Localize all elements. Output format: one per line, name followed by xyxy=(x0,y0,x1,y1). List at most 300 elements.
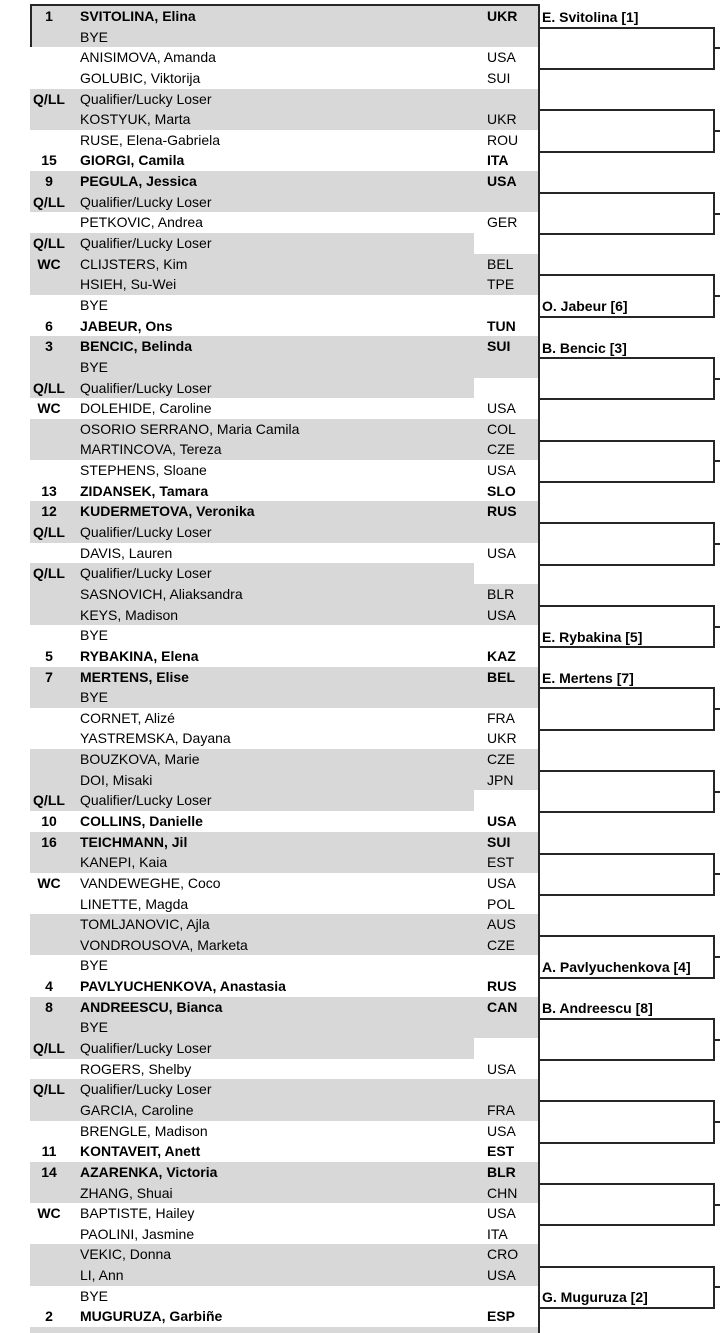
bracket-advance-stub xyxy=(715,1121,720,1123)
entry-tag xyxy=(30,728,68,749)
draw-row xyxy=(30,728,538,749)
draw-row xyxy=(30,109,538,130)
player-name: RYBAKINA, Elena xyxy=(80,647,199,664)
advancing-player-label: B. Andreescu [8] xyxy=(542,1000,653,1017)
country-code: ESP xyxy=(487,1308,516,1325)
draw-row xyxy=(30,316,538,337)
country-code xyxy=(474,1327,538,1333)
player-name: KONTAVEIT, Anett xyxy=(80,1143,201,1160)
bracket-advance-stub xyxy=(715,295,720,297)
draw-row xyxy=(30,563,538,584)
entry-tag: 4 xyxy=(45,978,53,995)
draw-row xyxy=(30,1017,538,1038)
player-name: BOUZKOVA, Marie xyxy=(80,751,200,768)
bracket-match-winner-line xyxy=(538,109,713,111)
entry-tag: WC xyxy=(37,1205,61,1222)
draw-row xyxy=(30,625,538,646)
bracket-match-winner-line xyxy=(538,729,713,731)
entry-tag: 14 xyxy=(41,1163,57,1180)
country-code xyxy=(474,522,538,543)
draw-row xyxy=(30,832,538,853)
draw-row xyxy=(30,1183,538,1204)
entry-tag: 15 xyxy=(41,152,57,169)
country-code: USA xyxy=(487,462,516,479)
entry-tag xyxy=(30,625,68,646)
country-code: USA xyxy=(487,812,517,829)
player-name: ANDREESCU, Bianca xyxy=(80,998,223,1015)
player-name: CORNET, Alizé xyxy=(80,709,175,726)
draw-row xyxy=(30,811,538,832)
entry-tag: 12 xyxy=(41,503,57,520)
bracket-match-winner-line xyxy=(538,357,713,359)
draw-row xyxy=(30,1100,538,1121)
bracket-advance-stub xyxy=(715,1204,720,1206)
entry-tag: Q/LL xyxy=(33,792,65,809)
country-code xyxy=(474,378,538,399)
country-code: BLR xyxy=(487,585,515,602)
draw-row xyxy=(30,1265,538,1286)
country-code xyxy=(474,955,538,976)
country-code: UKR xyxy=(487,8,518,24)
country-code: GER xyxy=(487,214,518,231)
entry-tag: Q/LL xyxy=(33,1081,65,1098)
player-name: DOLEHIDE, Caroline xyxy=(80,400,212,417)
bracket-advance-stub xyxy=(715,873,720,875)
draw-row xyxy=(30,357,538,378)
player-name: PAOLINI, Jasmine xyxy=(80,1225,195,1242)
bracket-match-winner-line xyxy=(538,935,713,937)
bracket-match-winner-line xyxy=(538,770,713,772)
draw-row xyxy=(30,1244,538,1265)
draw-row xyxy=(30,646,538,667)
player-name: PETKOVIC, Andrea xyxy=(80,214,203,231)
country-code xyxy=(474,357,538,378)
player-name: VEKIC, Donna xyxy=(80,1246,172,1263)
country-code: USA xyxy=(487,544,516,561)
draw-row xyxy=(30,997,538,1018)
country-code: RUS xyxy=(487,978,517,995)
bracket-advance-stub xyxy=(715,791,720,793)
country-code: SLO xyxy=(487,482,516,499)
player-name: BRENGLE, Madison xyxy=(80,1122,208,1139)
draw-row xyxy=(30,233,538,254)
player-name: ANISIMOVA, Amanda xyxy=(80,49,216,66)
draw-row xyxy=(30,1306,538,1327)
country-code: COL xyxy=(487,420,516,437)
entry-tag xyxy=(30,770,68,791)
entry-tag xyxy=(30,1059,68,1080)
bracket-match-winner-line xyxy=(538,68,713,70)
player-name: OSORIO SERRANO, Maria Camila xyxy=(80,420,300,437)
entry-tag xyxy=(30,749,68,770)
entry-tag xyxy=(30,357,68,378)
entry-tag xyxy=(30,914,68,935)
country-code: POL xyxy=(487,895,516,912)
draw-row xyxy=(30,481,538,502)
player-name: CLIJSTERS, Kim xyxy=(80,255,188,272)
entry-tag: 8 xyxy=(45,998,53,1015)
draw-row xyxy=(30,955,538,976)
entry-tag xyxy=(30,1327,68,1333)
country-code: CAN xyxy=(487,998,518,1015)
table-right-border xyxy=(538,4,540,1333)
entry-tag xyxy=(30,955,68,976)
country-code xyxy=(474,1017,538,1038)
draw-row xyxy=(30,419,538,440)
draw-row xyxy=(30,790,538,811)
draw-row xyxy=(30,873,538,894)
country-code: BEL xyxy=(487,668,515,685)
bracket-advance-stub xyxy=(715,47,720,49)
advancing-player-label: G. Muguruza [2] xyxy=(542,1289,648,1306)
player-name: DOI, Misaki xyxy=(80,771,153,788)
player-name: Qualifier/Lucky Loser xyxy=(80,235,212,252)
bracket-match-winner-line xyxy=(538,894,713,896)
country-code: USA xyxy=(487,173,517,190)
country-code: BLR xyxy=(487,1163,516,1180)
entry-tag xyxy=(30,419,68,440)
entry-tag xyxy=(30,1100,68,1121)
player-name: BYE xyxy=(80,28,109,45)
entry-tag: Q/LL xyxy=(33,524,65,541)
entry-tag: 10 xyxy=(41,812,57,829)
country-code: TUN xyxy=(487,317,516,334)
draw-row xyxy=(30,27,538,48)
entry-tag xyxy=(30,68,68,89)
advancing-player-label: E. Mertens [7] xyxy=(542,669,634,686)
advancing-player-label: E. Rybakina [5] xyxy=(542,628,643,645)
bracket-match-winner-line xyxy=(538,151,713,153)
draw-row xyxy=(30,192,538,213)
bracket-match-winner-line xyxy=(538,564,713,566)
player-name: PEGULA, Jessica xyxy=(80,173,197,190)
country-code: ITA xyxy=(487,152,509,169)
draw-row xyxy=(30,398,538,419)
country-code xyxy=(474,1286,538,1307)
player-name: VONDROUSOVA, Marketa xyxy=(80,936,248,953)
bracket-match-winner-line xyxy=(538,811,713,813)
draw-row xyxy=(30,687,538,708)
draw-row xyxy=(30,770,538,791)
entry-tag xyxy=(30,439,68,460)
player-name: MERTENS, Elise xyxy=(80,668,189,685)
country-code: USA xyxy=(487,1205,516,1222)
bracket-match-winner-line xyxy=(538,398,713,400)
bracket-match-winner-line xyxy=(538,1183,713,1185)
bracket-advance-stub xyxy=(715,626,720,628)
entry-tag: Q/LL xyxy=(33,379,65,396)
player-name: Qualifier/Lucky Loser xyxy=(80,1081,212,1098)
player-name: GIORGI, Camila xyxy=(80,152,185,169)
country-code xyxy=(474,295,538,316)
draw-row xyxy=(30,295,538,316)
country-code: USA xyxy=(487,400,516,417)
player-name: KEYS, Madison xyxy=(80,606,179,623)
draw-row xyxy=(30,1162,538,1183)
player-name: MUGURUZA, Garbiñe xyxy=(80,1308,223,1325)
entry-tag: Q/LL xyxy=(33,193,65,210)
player-name: Qualifier/Lucky Loser xyxy=(80,792,212,809)
country-code: EST xyxy=(487,854,515,871)
draw-row xyxy=(30,1079,538,1100)
country-code xyxy=(474,1038,538,1059)
entry-tag xyxy=(30,584,68,605)
bracket-advance-stub xyxy=(715,1039,720,1041)
entry-tag xyxy=(30,543,68,564)
table-left-border xyxy=(30,4,32,47)
player-name: RUSE, Elena-Gabriela xyxy=(80,131,221,148)
table-top-border xyxy=(30,4,540,6)
country-code: UKR xyxy=(487,730,517,747)
draw-row xyxy=(30,212,538,233)
bracket-match-winner-line xyxy=(538,977,713,979)
country-code: CRO xyxy=(487,1246,519,1263)
bracket-match-winner-line xyxy=(538,27,713,29)
advancing-player-label: A. Pavlyuchenkova [4] xyxy=(542,959,691,976)
draw-row xyxy=(30,667,538,688)
country-code: CHN xyxy=(487,1184,518,1201)
draw-row xyxy=(30,47,538,68)
entry-tag xyxy=(30,130,68,151)
draw-row xyxy=(30,336,538,357)
player-name: ZHANG, Shuai xyxy=(80,1184,173,1201)
draw-row xyxy=(30,708,538,729)
player-name: KOSTYUK, Marta xyxy=(80,111,191,128)
draw-row xyxy=(30,605,538,626)
country-code: CZE xyxy=(487,936,515,953)
country-code: CZE xyxy=(487,751,515,768)
country-code: USA xyxy=(487,1267,516,1284)
bracket-match-winner-line xyxy=(538,853,713,855)
bracket-match-winner-line xyxy=(538,233,713,235)
country-code: FRA xyxy=(487,1101,515,1118)
draw-row xyxy=(30,935,538,956)
player-name: BAPTISTE, Hailey xyxy=(80,1205,195,1222)
country-code: SUI xyxy=(487,833,511,850)
player-name: BYE xyxy=(80,296,109,313)
draw-row xyxy=(30,378,538,399)
entry-tag: WC xyxy=(37,400,61,417)
country-code xyxy=(474,625,538,646)
draw-row xyxy=(30,1327,538,1333)
player-name: KANEPI, Kaia xyxy=(80,854,168,871)
player-name: BYE xyxy=(80,1019,109,1036)
player-name: Qualifier/Lucky Loser xyxy=(80,90,212,107)
entry-tag: Q/LL xyxy=(33,235,65,252)
entry-tag: 7 xyxy=(45,668,53,685)
country-code xyxy=(474,192,538,213)
draw-row xyxy=(30,1203,538,1224)
player-name: LI, Ann xyxy=(80,1267,124,1284)
entry-tag xyxy=(30,605,68,626)
entry-tag xyxy=(30,1224,68,1245)
entry-tag: Q/LL xyxy=(33,1040,65,1057)
bracket-match-winner-line xyxy=(538,646,713,648)
entry-tag xyxy=(30,109,68,130)
player-name: BYE xyxy=(80,627,109,644)
player-name: HSIEH, Su-Wei xyxy=(80,276,177,293)
country-code xyxy=(474,89,538,110)
country-code: USA xyxy=(487,606,516,623)
country-code: JPN xyxy=(487,771,514,788)
bracket-match-winner-line xyxy=(538,1266,713,1268)
country-code: AUS xyxy=(487,916,516,933)
bracket-advance-stub xyxy=(715,460,720,462)
entry-tag: 3 xyxy=(45,338,53,355)
player-name xyxy=(68,1327,474,1333)
entry-tag xyxy=(30,687,68,708)
player-name: TOMLJANOVIC, Ajla xyxy=(80,916,210,933)
entry-tag xyxy=(30,1183,68,1204)
draw-row xyxy=(30,460,538,481)
player-name: BYE xyxy=(80,1287,109,1304)
draw-row xyxy=(30,1038,538,1059)
country-code xyxy=(474,687,538,708)
entry-tag xyxy=(30,47,68,68)
entry-tag: 13 xyxy=(41,482,57,499)
bracket-match-winner-line xyxy=(538,1142,713,1144)
entry-tag xyxy=(30,274,68,295)
draw-row xyxy=(30,976,538,997)
draw-row xyxy=(30,584,538,605)
entry-tag: 2 xyxy=(45,1308,53,1325)
player-name: Qualifier/Lucky Loser xyxy=(80,193,212,210)
draw-row xyxy=(30,150,538,171)
draw-row xyxy=(30,171,538,192)
draw-row xyxy=(30,89,538,110)
country-code: RUS xyxy=(487,503,517,520)
player-name: VANDEWEGHE, Coco xyxy=(80,874,221,891)
draw-row xyxy=(30,894,538,915)
entry-tag: 6 xyxy=(45,317,53,334)
entry-tag xyxy=(30,1286,68,1307)
bracket-match-winner-line xyxy=(538,1224,713,1226)
country-code: CZE xyxy=(487,441,515,458)
entry-tag: 11 xyxy=(41,1143,57,1160)
draw-row xyxy=(30,68,538,89)
bracket-match-winner-line xyxy=(538,1307,713,1309)
draw-row xyxy=(30,6,538,27)
player-name: BENCIC, Belinda xyxy=(80,338,193,355)
country-code: UKR xyxy=(487,111,517,128)
player-name: TEICHMANN, Jil xyxy=(80,833,188,850)
bracket-advance-stub xyxy=(715,378,720,380)
country-code: TPE xyxy=(487,276,515,293)
country-code xyxy=(474,790,538,811)
country-code: USA xyxy=(487,49,516,66)
entry-tag xyxy=(30,1017,68,1038)
player-name: Qualifier/Lucky Loser xyxy=(80,524,212,541)
draw-table xyxy=(30,6,538,1333)
entry-tag xyxy=(30,212,68,233)
bracket-advance-stub xyxy=(715,130,720,132)
country-code: SUI xyxy=(487,338,511,355)
draw-row xyxy=(30,522,538,543)
draw-row xyxy=(30,130,538,151)
player-name: ZIDANSEK, Tamara xyxy=(80,482,209,499)
entry-tag xyxy=(30,460,68,481)
draw-row xyxy=(30,1059,538,1080)
country-code: FRA xyxy=(487,709,515,726)
player-name: GOLUBIC, Viktorija xyxy=(80,69,201,86)
draw-row xyxy=(30,1141,538,1162)
player-name: AZARENKA, Victoria xyxy=(80,1163,218,1180)
draw-row xyxy=(30,501,538,522)
draw-row xyxy=(30,749,538,770)
draw-row xyxy=(30,274,538,295)
country-code: EST xyxy=(487,1143,515,1160)
player-name: MARTINCOVA, Tereza xyxy=(80,441,222,458)
draw-row xyxy=(30,1121,538,1142)
entry-tag xyxy=(30,1244,68,1265)
draw-row xyxy=(30,852,538,873)
draw-row xyxy=(30,254,538,275)
player-name: YASTREMSKA, Dayana xyxy=(80,730,231,747)
country-code: BEL xyxy=(487,255,514,272)
country-code xyxy=(474,233,538,254)
bracket-match-winner-line xyxy=(538,605,713,607)
country-code: USA xyxy=(487,1122,516,1139)
player-name: DAVIS, Lauren xyxy=(80,544,173,561)
bracket-match-winner-line xyxy=(538,192,713,194)
entry-tag xyxy=(30,935,68,956)
bracket-match-winner-line xyxy=(538,1018,713,1020)
advancing-player-label: O. Jabeur [6] xyxy=(542,298,628,315)
player-name: Qualifier/Lucky Loser xyxy=(80,565,212,582)
draw-row xyxy=(30,439,538,460)
bracket-match-winner-line xyxy=(538,481,713,483)
entry-tag xyxy=(30,27,68,48)
player-name: ROGERS, Shelby xyxy=(80,1060,192,1077)
bracket-match-winner-line xyxy=(538,1059,713,1061)
player-name: LINETTE, Magda xyxy=(80,895,189,912)
bracket-advance-stub xyxy=(715,708,720,710)
bracket-advance-stub xyxy=(715,213,720,215)
country-code xyxy=(474,563,538,584)
entry-tag: 9 xyxy=(45,173,53,190)
player-name: BYE xyxy=(80,957,109,974)
entry-tag: WC xyxy=(37,874,61,891)
entry-tag xyxy=(30,894,68,915)
draw-row xyxy=(30,1286,538,1307)
draw-row xyxy=(30,543,538,564)
player-name: Qualifier/Lucky Loser xyxy=(80,379,212,396)
player-name: GARCIA, Caroline xyxy=(80,1101,194,1118)
entry-tag xyxy=(30,708,68,729)
entry-tag: 1 xyxy=(45,8,53,24)
player-name: PAVLYUCHENKOVA, Anastasia xyxy=(80,978,286,995)
entry-tag xyxy=(30,1265,68,1286)
bracket-match-winner-line xyxy=(538,440,713,442)
advancing-player-label: B. Bencic [3] xyxy=(542,339,627,356)
draw-row xyxy=(30,1224,538,1245)
player-name: SASNOVICH, Aliaksandra xyxy=(80,585,243,602)
entry-tag: Q/LL xyxy=(33,565,65,582)
bracket-advance-stub xyxy=(715,543,720,545)
bracket-match-winner-line xyxy=(538,316,713,318)
bracket-match-winner-line xyxy=(538,1100,713,1102)
entry-tag: Q/LL xyxy=(33,90,65,107)
country-code xyxy=(474,1079,538,1100)
advancing-player-label: E. Svitolina [1] xyxy=(542,9,639,26)
player-name: Qualifier/Lucky Loser xyxy=(80,1040,212,1057)
country-code: ROU xyxy=(487,131,519,148)
player-name: JABEUR, Ons xyxy=(80,317,173,334)
country-code xyxy=(474,27,538,48)
draw-row xyxy=(30,914,538,935)
entry-tag xyxy=(30,852,68,873)
bracket-match-winner-line xyxy=(538,687,713,689)
